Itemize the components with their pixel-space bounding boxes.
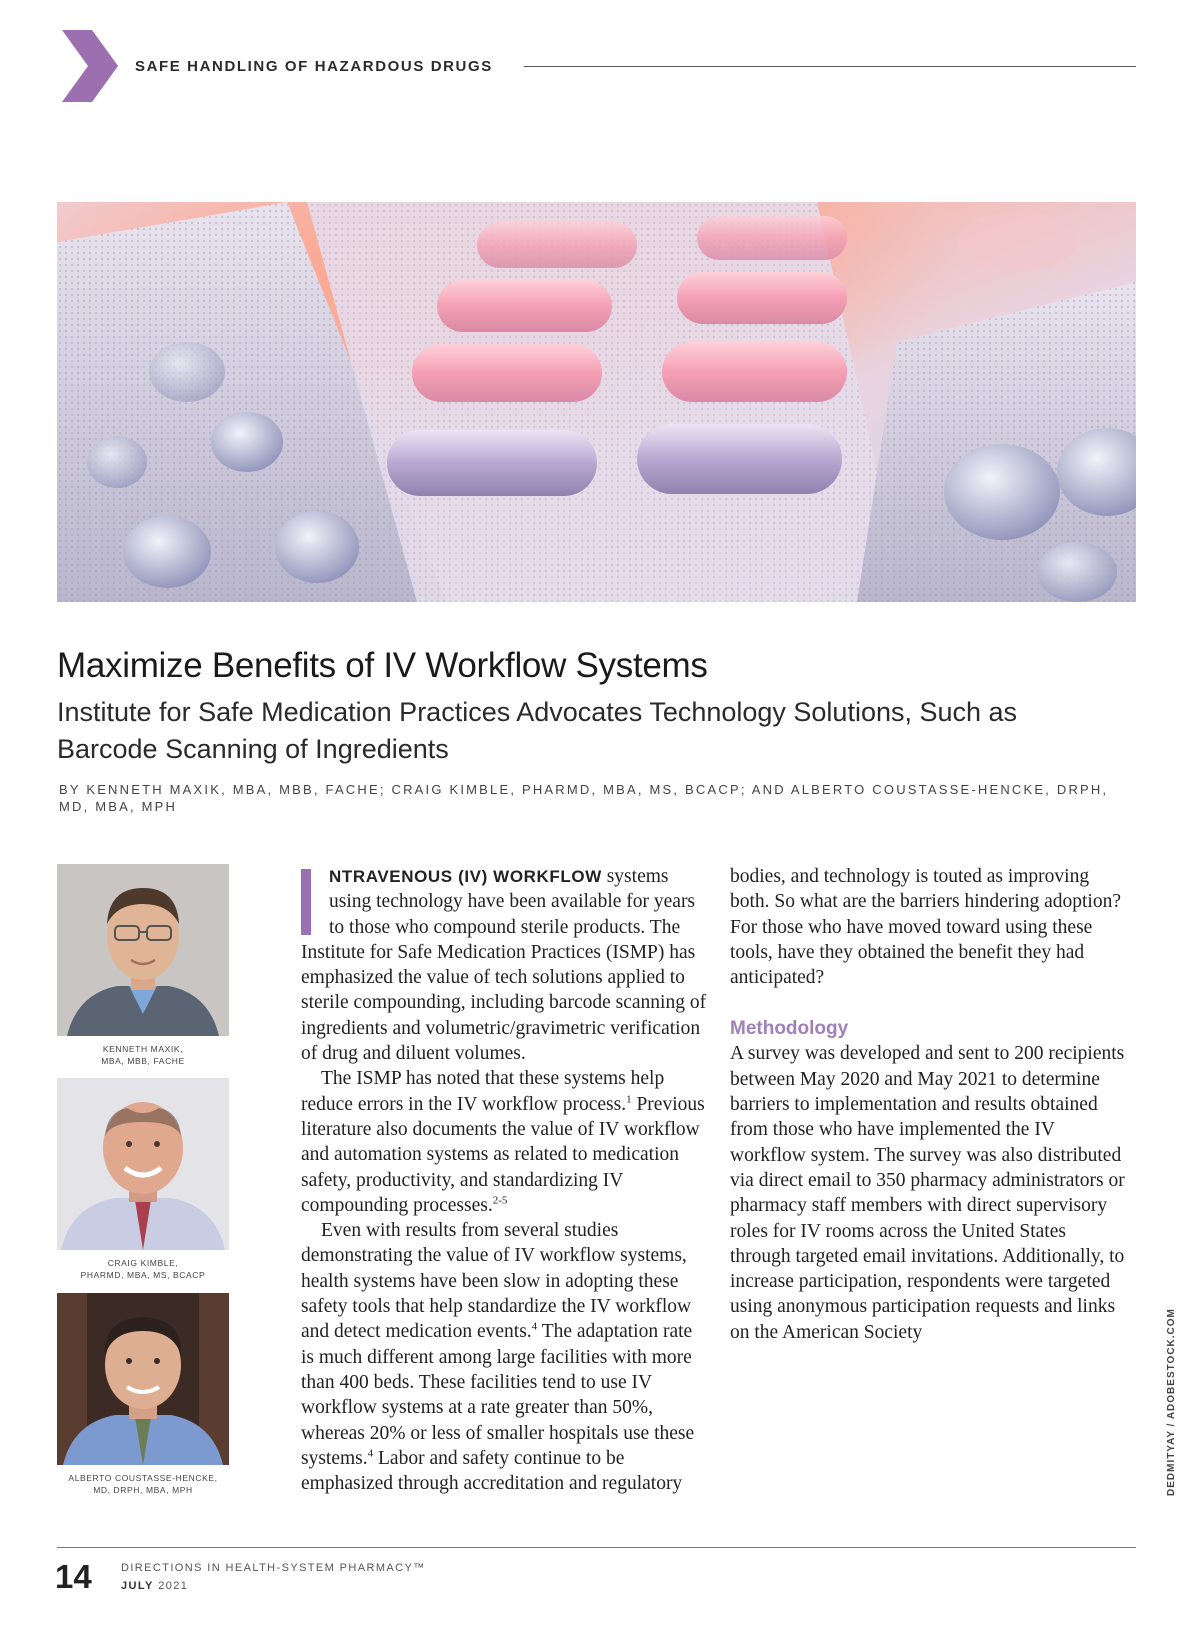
article-column-1: [301, 864, 707, 1496]
paragraph-3-text-a: Even with results from several studies demonstrating the value of IV workflow systems, health systems have been slow in adopting these safety tools that help standardize the IV workflow and detect medication events.: [301, 1220, 692, 1343]
section-label: SAFE HANDLING OF HAZARDOUS DRUGS: [135, 58, 493, 75]
article-title: Maximize Benefits of IV Workflow Systems: [57, 646, 708, 685]
footnote-ref: 4: [367, 1447, 374, 1460]
footer-divider: [57, 1547, 1136, 1548]
paragraph-3-text-c: Labor and safety continue to be emphasized through accreditation and regulatory: [301, 1447, 683, 1495]
author-credentials: PHARMD, MBA, MS, BCACP: [80, 1270, 206, 1280]
paragraph-3: [301, 1218, 707, 1496]
publication-month: JULY: [121, 1580, 154, 1592]
publication-date: [121, 1580, 188, 1592]
author-caption-kenneth-maxik: [57, 1043, 229, 1067]
photo-credit: DEDMITYAY / ADOBESTOCK.COM: [1166, 1308, 1177, 1496]
paragraph-4: A survey was developed and sent to 200 recipients between May 2020 and May 2021 to determine barriers to implementation and results obtained from those who have implemented the IV workflow system. The survey was also distributed via direct email to 350 pharmacy administrators or pharmacy staff members with direct supervisory roles for IV rooms across the United States through targeted email invitations. Additionally, to increase participation, respondents were targeted using anonymous participation requests and links on the American Society: [730, 1043, 1125, 1343]
author-caption-alberto-coustasse-hencke: [57, 1472, 229, 1496]
paragraph-2-text-a: The ISMP has noted that these systems help reduce errors in the IV workflow process.: [301, 1068, 665, 1115]
paragraph-1: [301, 864, 707, 1066]
footnote-ref: 4: [531, 1320, 538, 1333]
publication-name: DIRECTIONS IN HEALTH-SYSTEM PHARMACY™: [121, 1562, 426, 1574]
publication-year: 2021: [158, 1580, 189, 1592]
author-photo-alberto-coustasse-hencke: [57, 1293, 229, 1465]
author-name: ALBERTO COUSTASSE-HENCKE,: [68, 1473, 218, 1483]
author-credentials: MD, DRPH, MBA, MPH: [93, 1485, 193, 1495]
author-name: CRAIG KIMBLE,: [107, 1258, 179, 1268]
section-heading-methodology: Methodology: [730, 1018, 849, 1040]
paragraph-3-text-b: The adaptation rate is much different among large facilities with more than 400 beds. These facilities tend to use IV workflow systems at a rate greater than 50%, whereas 20% or less of smaller hospitals use these systems.: [301, 1321, 695, 1469]
author-name: KENNETH MAXIK,: [102, 1044, 184, 1054]
author-caption-craig-kimble: [57, 1257, 229, 1281]
hero-image: [57, 202, 1136, 602]
footnote-ref: 1: [626, 1093, 632, 1106]
paragraph-3-text-c-continued: bodies, and technology is touted as improving both. So what are the barriers hindering adoption? For those who have moved toward using these tools, have they obtained the benefit they had anticipated?: [730, 866, 1121, 989]
byline: BY KENNETH MAXIK, MBA, MBB, FACHE; CRAIG KIMBLE, PHARMD, MBA, MS, BCACP; AND ALBERTO COUSTASSE-HENCKE, DRPH, MD, MBA, MPH: [59, 782, 1109, 814]
author-photo-kenneth-maxik: [57, 864, 229, 1036]
paragraph-2: [301, 1066, 707, 1218]
paragraph-3-continued: [730, 864, 1130, 990]
footnote-ref: 2-5: [492, 1194, 508, 1207]
paragraph-2-text-b: Previous literature also documents the value of IV workflow and automation systems as related to medication safety, productivity, and standardizing IV compounding processes.: [301, 1093, 705, 1216]
paragraph-1-text: systems using technology have been available for years to those who compound sterile products. The Institute for Safe Medication Practices (ISMP) has emphasized the value of tech solutions applied to sterile compounding, including barcode scanning of ingredients and volumetric/gravimetric verification of drug and diluent volumes.: [301, 866, 707, 1065]
article-column-2: [730, 864, 1130, 1345]
header-divider: [524, 66, 1136, 67]
section-chevron-icon: [62, 30, 118, 102]
author-photo-craig-kimble: [57, 1078, 229, 1250]
article-subtitle: Institute for Safe Medication Practices Advocates Technology Solutions, Such as Barcode Scanning of Ingredients: [57, 697, 1018, 764]
lead-in: NTRAVENOUS (IV) WORKFLOW: [329, 867, 602, 886]
page-number: 14: [55, 1558, 92, 1595]
author-credentials: MBA, MBB, FACHE: [101, 1056, 185, 1066]
drop-cap-bar: [301, 869, 311, 935]
